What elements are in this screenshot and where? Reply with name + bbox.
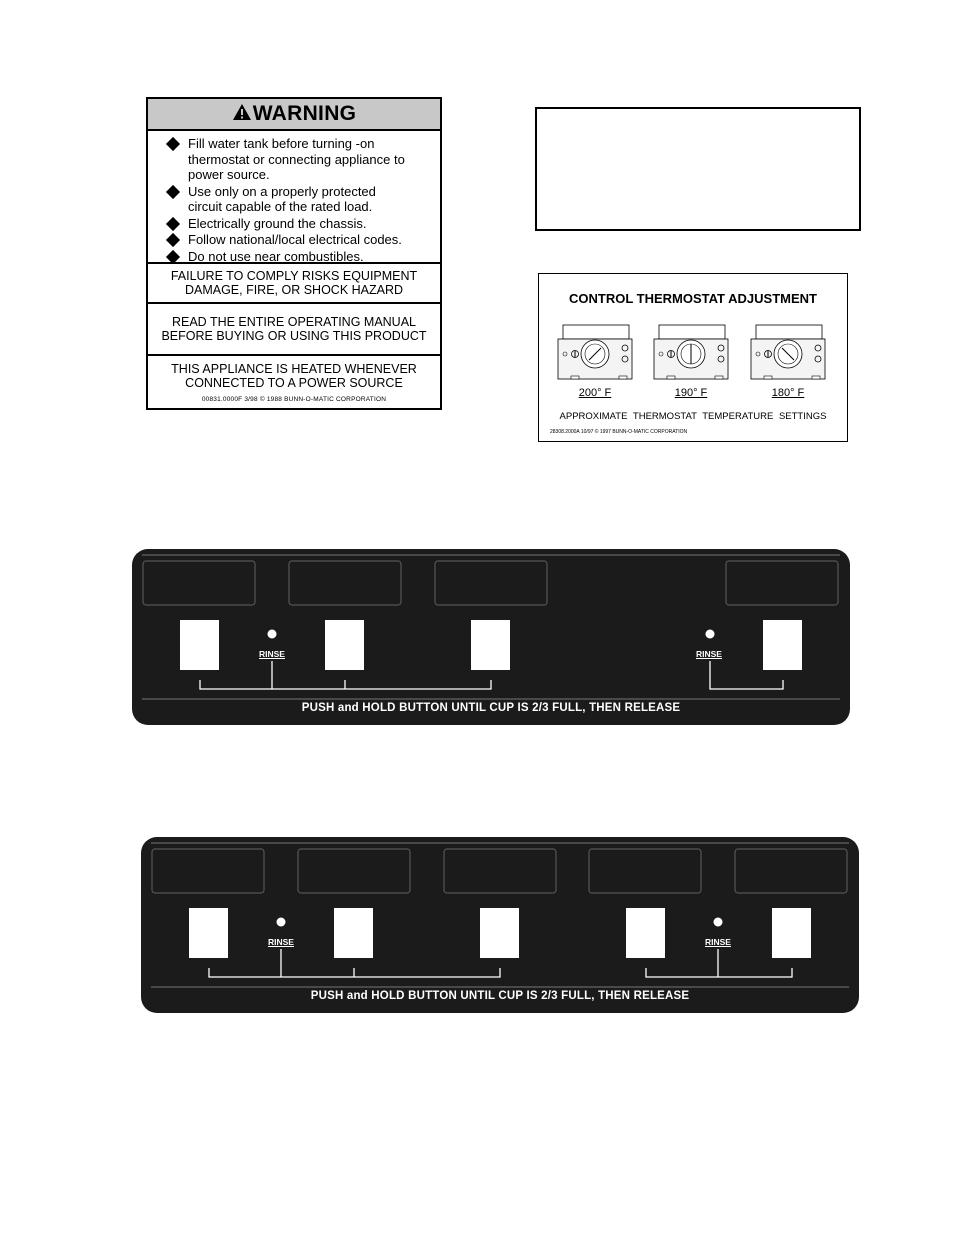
thermostat-part-code: 28308.2000A 10/97 © 1997 BUNN-O-MATIC CORPORATION — [550, 429, 688, 435]
warning-item-text: Fill water tank before turning -on thermostat or connecting appliance to power source. — [188, 136, 405, 182]
warning-read-line: READ THE ENTIRE OPERATING MANUAL — [171, 315, 417, 329]
panel-2-display-window-3 — [444, 849, 556, 893]
panel-1-rinse-label-right: RINSE — [696, 649, 722, 659]
thermostat-temp-200: 200° F — [578, 387, 612, 399]
warning-failure-line: FAILURE TO COMPLY RISKS EQUIPMENT — [170, 269, 418, 283]
thermostat-dial-icon — [750, 324, 826, 382]
panel-1-dispense-button-1 — [180, 620, 219, 670]
warning-item — [166, 249, 430, 265]
panel-2-display-window-4 — [589, 849, 701, 893]
bullet-diamond-icon — [166, 184, 180, 198]
warning-item-text: Electrically ground the chassis. — [188, 215, 367, 231]
panel-1-dispense-button-4 — [763, 620, 802, 670]
panel-1-instruction: PUSH and HOLD BUTTON UNTIL CUP IS 2/3 FULL, THEN RELEASE — [301, 702, 681, 714]
warning-heated-box — [148, 356, 440, 406]
panel-1-indicator-light-left — [268, 630, 277, 639]
thermostat-dial-icon — [653, 324, 729, 382]
thermostat-dial-icon — [557, 324, 633, 382]
warning-item-text: Follow national/local electrical codes. — [188, 232, 402, 247]
warning-read-line: BEFORE BUYING OR USING THIS PRODUCT — [161, 329, 427, 343]
panel-1-indicator-light-right — [706, 630, 715, 639]
blank-label-box — [535, 107, 861, 231]
panel-2-dispense-button-3 — [480, 908, 519, 958]
thermostat-approx-text: APPROXIMATE THERMOSTAT TEMPERATURE SETTINGS — [559, 411, 827, 422]
panel-2-dispense-button-2 — [334, 908, 373, 958]
warning-failure-line: DAMAGE, FIRE, OR SHOCK HAZARD — [184, 283, 404, 297]
panel-2-dispense-button-4 — [626, 908, 665, 958]
panel-2-display-window-5 — [735, 849, 847, 893]
thermostat-label — [538, 273, 848, 442]
panel-1-rinse-label-left: RINSE — [259, 649, 285, 659]
panel-1-dispense-button-3 — [471, 620, 510, 670]
warning-item — [166, 184, 430, 215]
control-panel-1 — [132, 549, 850, 725]
panel-2-dispense-button-5 — [772, 908, 811, 958]
warning-item-text: Do not use near combustibles. — [188, 248, 364, 264]
panel-1-display-window-2 — [289, 561, 401, 605]
warning-heated-line: THIS APPLIANCE IS HEATED WHENEVER — [171, 362, 417, 376]
panel-2-dispense-button-1 — [189, 908, 228, 958]
panel-2-instruction: PUSH and HOLD BUTTON UNTIL CUP IS 2/3 FULL, THEN RELEASE — [310, 990, 690, 1002]
panel-1-display-window-4 — [726, 561, 838, 605]
warning-read-manual-box — [148, 304, 440, 356]
thermostat-temp-180: 180° F — [771, 387, 805, 399]
warning-item — [166, 216, 430, 232]
panel-1-display-window-1 — [143, 561, 255, 605]
warning-list — [148, 131, 440, 264]
warning-heated-line: CONNECTED TO A POWER SOURCE — [185, 376, 403, 390]
bullet-diamond-icon — [166, 249, 180, 263]
warning-triangle-icon — [232, 103, 252, 127]
panel-2-indicator-light-left — [277, 918, 286, 927]
warning-item-text: Use only on a properly protected circuit capable of the rated load. — [188, 183, 376, 214]
panel-2-indicator-light-right — [714, 918, 723, 927]
bullet-diamond-icon — [166, 216, 180, 230]
warning-label — [146, 97, 442, 410]
panel-2-rinse-label-right: RINSE — [705, 937, 731, 947]
bullet-diamond-icon — [166, 233, 180, 247]
thermostat-temp-190: 190° F — [674, 387, 708, 399]
panel-1-dispense-button-2 — [325, 620, 364, 670]
panel-2-display-window-1 — [152, 849, 264, 893]
panel-1-graphics — [132, 549, 850, 725]
warning-failure-box — [148, 264, 440, 304]
warning-title: WARNING — [252, 102, 357, 125]
panel-2-display-window-2 — [298, 849, 410, 893]
warning-header — [148, 99, 440, 131]
bullet-diamond-icon — [166, 137, 180, 151]
warning-part-code: 00831.0000F 3/98 © 1988 BUNN-O-MATIC CORPORATION — [201, 396, 387, 403]
warning-item — [166, 136, 430, 183]
panel-1-display-window-3 — [435, 561, 547, 605]
thermostat-title: CONTROL THERMOSTAT ADJUSTMENT — [569, 291, 817, 306]
panel-2-rinse-label-left: RINSE — [268, 937, 294, 947]
panel-2-graphics — [141, 837, 859, 1013]
warning-item — [166, 232, 430, 248]
control-panel-2 — [141, 837, 859, 1013]
